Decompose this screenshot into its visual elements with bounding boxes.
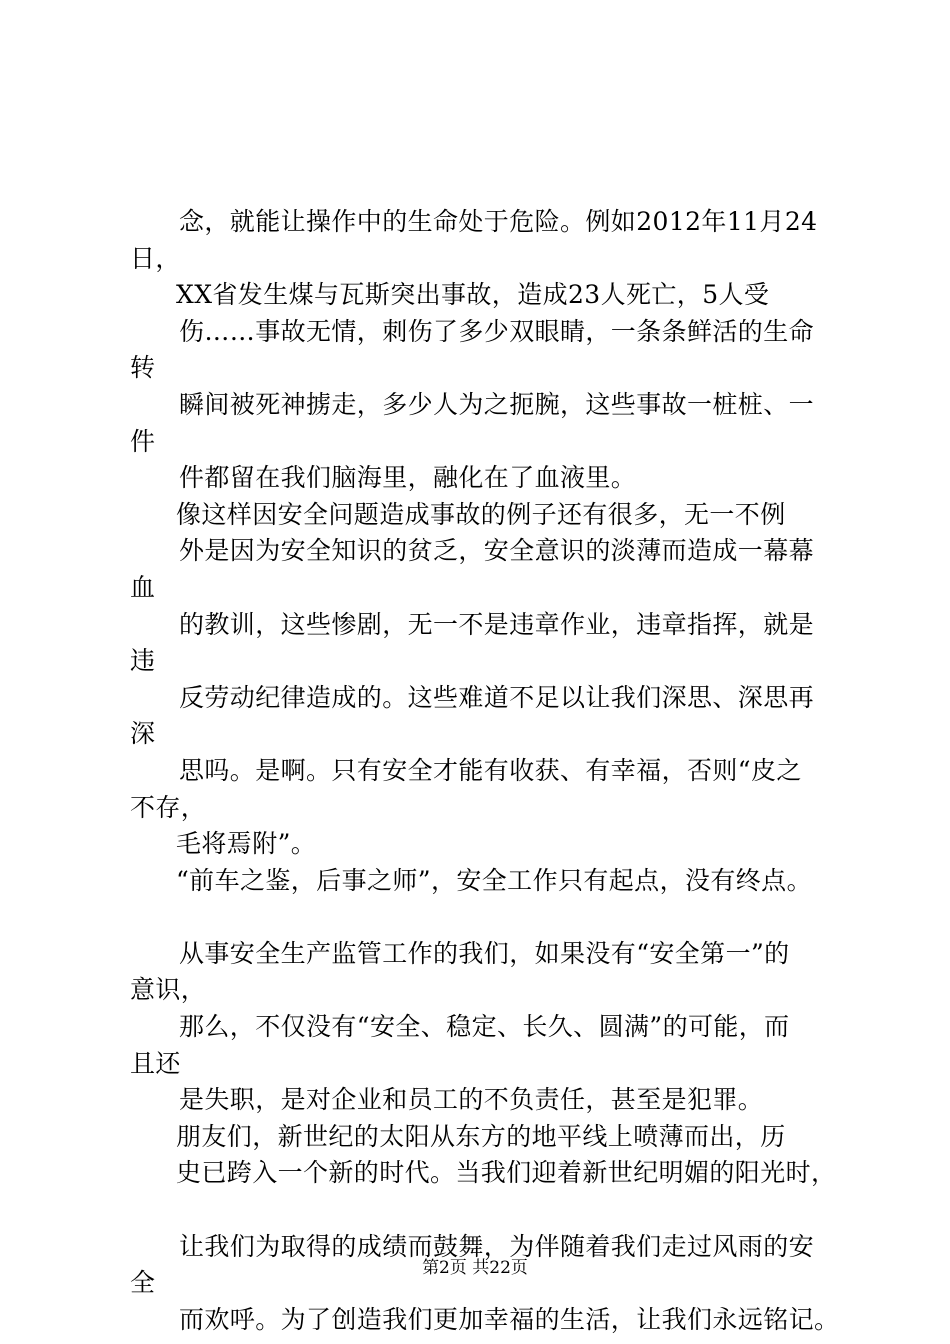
text-line: “前车之鉴，后事之师”，安全工作只有起点，没有终点。 xyxy=(176,865,812,895)
text-line: 毛将焉附”。 xyxy=(176,829,317,859)
blank-line xyxy=(130,899,840,936)
page-number-footer xyxy=(0,1256,950,1280)
text-line: 外是因为安全知识的贫乏，安全意识的淡薄而造成一幕幕 xyxy=(179,536,815,566)
text-line: 是失职，是对企业和员工的不负责任，甚至是犯罪。 xyxy=(179,1085,764,1115)
text-line: 血 xyxy=(130,572,156,602)
text-line: 转 xyxy=(130,353,156,383)
text-line: 且还 xyxy=(130,1048,181,1078)
text-line: 伤……事故无情，刺伤了多少双眼睛，一条条鲜活的生命 xyxy=(179,316,815,346)
text-line: 日， xyxy=(130,243,181,273)
text-line: 思吗。是啊。只有安全才能有收获、有幸福，否则“皮之 xyxy=(179,755,802,785)
text-line: 件都留在我们脑海里，融化在了血液里。 xyxy=(179,463,637,493)
text-line: 全 xyxy=(130,1268,156,1298)
text-line: 意识， xyxy=(130,975,207,1005)
text-line: 深 xyxy=(130,719,156,749)
text-line: 瞬间被死神掳走，多少人为之扼腕，这些事故一桩桩、一 xyxy=(179,389,815,419)
text-line: 像这样因安全问题造成事故的例子还有很多，无一不例 xyxy=(176,499,786,529)
text-line: 从事安全生产监管工作的我们，如果没有“安全第一”的 xyxy=(179,938,790,968)
page-number-label: 第2页 共22页 xyxy=(422,1258,528,1278)
text-line: 违 xyxy=(130,646,156,676)
text-line: 那么，不仅没有“安全、稳定、长久、圆满”的可能，而 xyxy=(179,1012,790,1042)
text-line: XX省发生煤与瓦斯突出事故，造成23人死亡，5人受 xyxy=(176,280,770,310)
document-body xyxy=(130,204,840,1338)
text-line: 史已跨入一个新的时代。当我们迎着新世纪明媚的阳光时， xyxy=(176,1158,837,1188)
text-line: 的教训，这些惨剧，无一不是违章作业，违章指挥，就是 xyxy=(179,609,815,639)
text-line: 让我们为取得的成绩而鼓舞，为伴随着我们走过风雨的安 xyxy=(179,1231,815,1261)
text-line: 反劳动纪律造成的。这些难道不足以让我们深思、深思再 xyxy=(179,682,815,712)
text-line: 而欢呼。为了创造我们更加幸福的生活，让我们永远铭记。 xyxy=(179,1304,840,1334)
text-line: 件 xyxy=(130,426,156,456)
text-line: 不存， xyxy=(130,792,207,822)
text-line: 念，就能让操作中的生命处于危险。例如2012年11月24 xyxy=(179,207,818,236)
text-line: 朋友们，新世纪的太阳从东方的地平线上喷薄而出，历 xyxy=(176,1121,786,1151)
blank-line xyxy=(130,1192,840,1229)
